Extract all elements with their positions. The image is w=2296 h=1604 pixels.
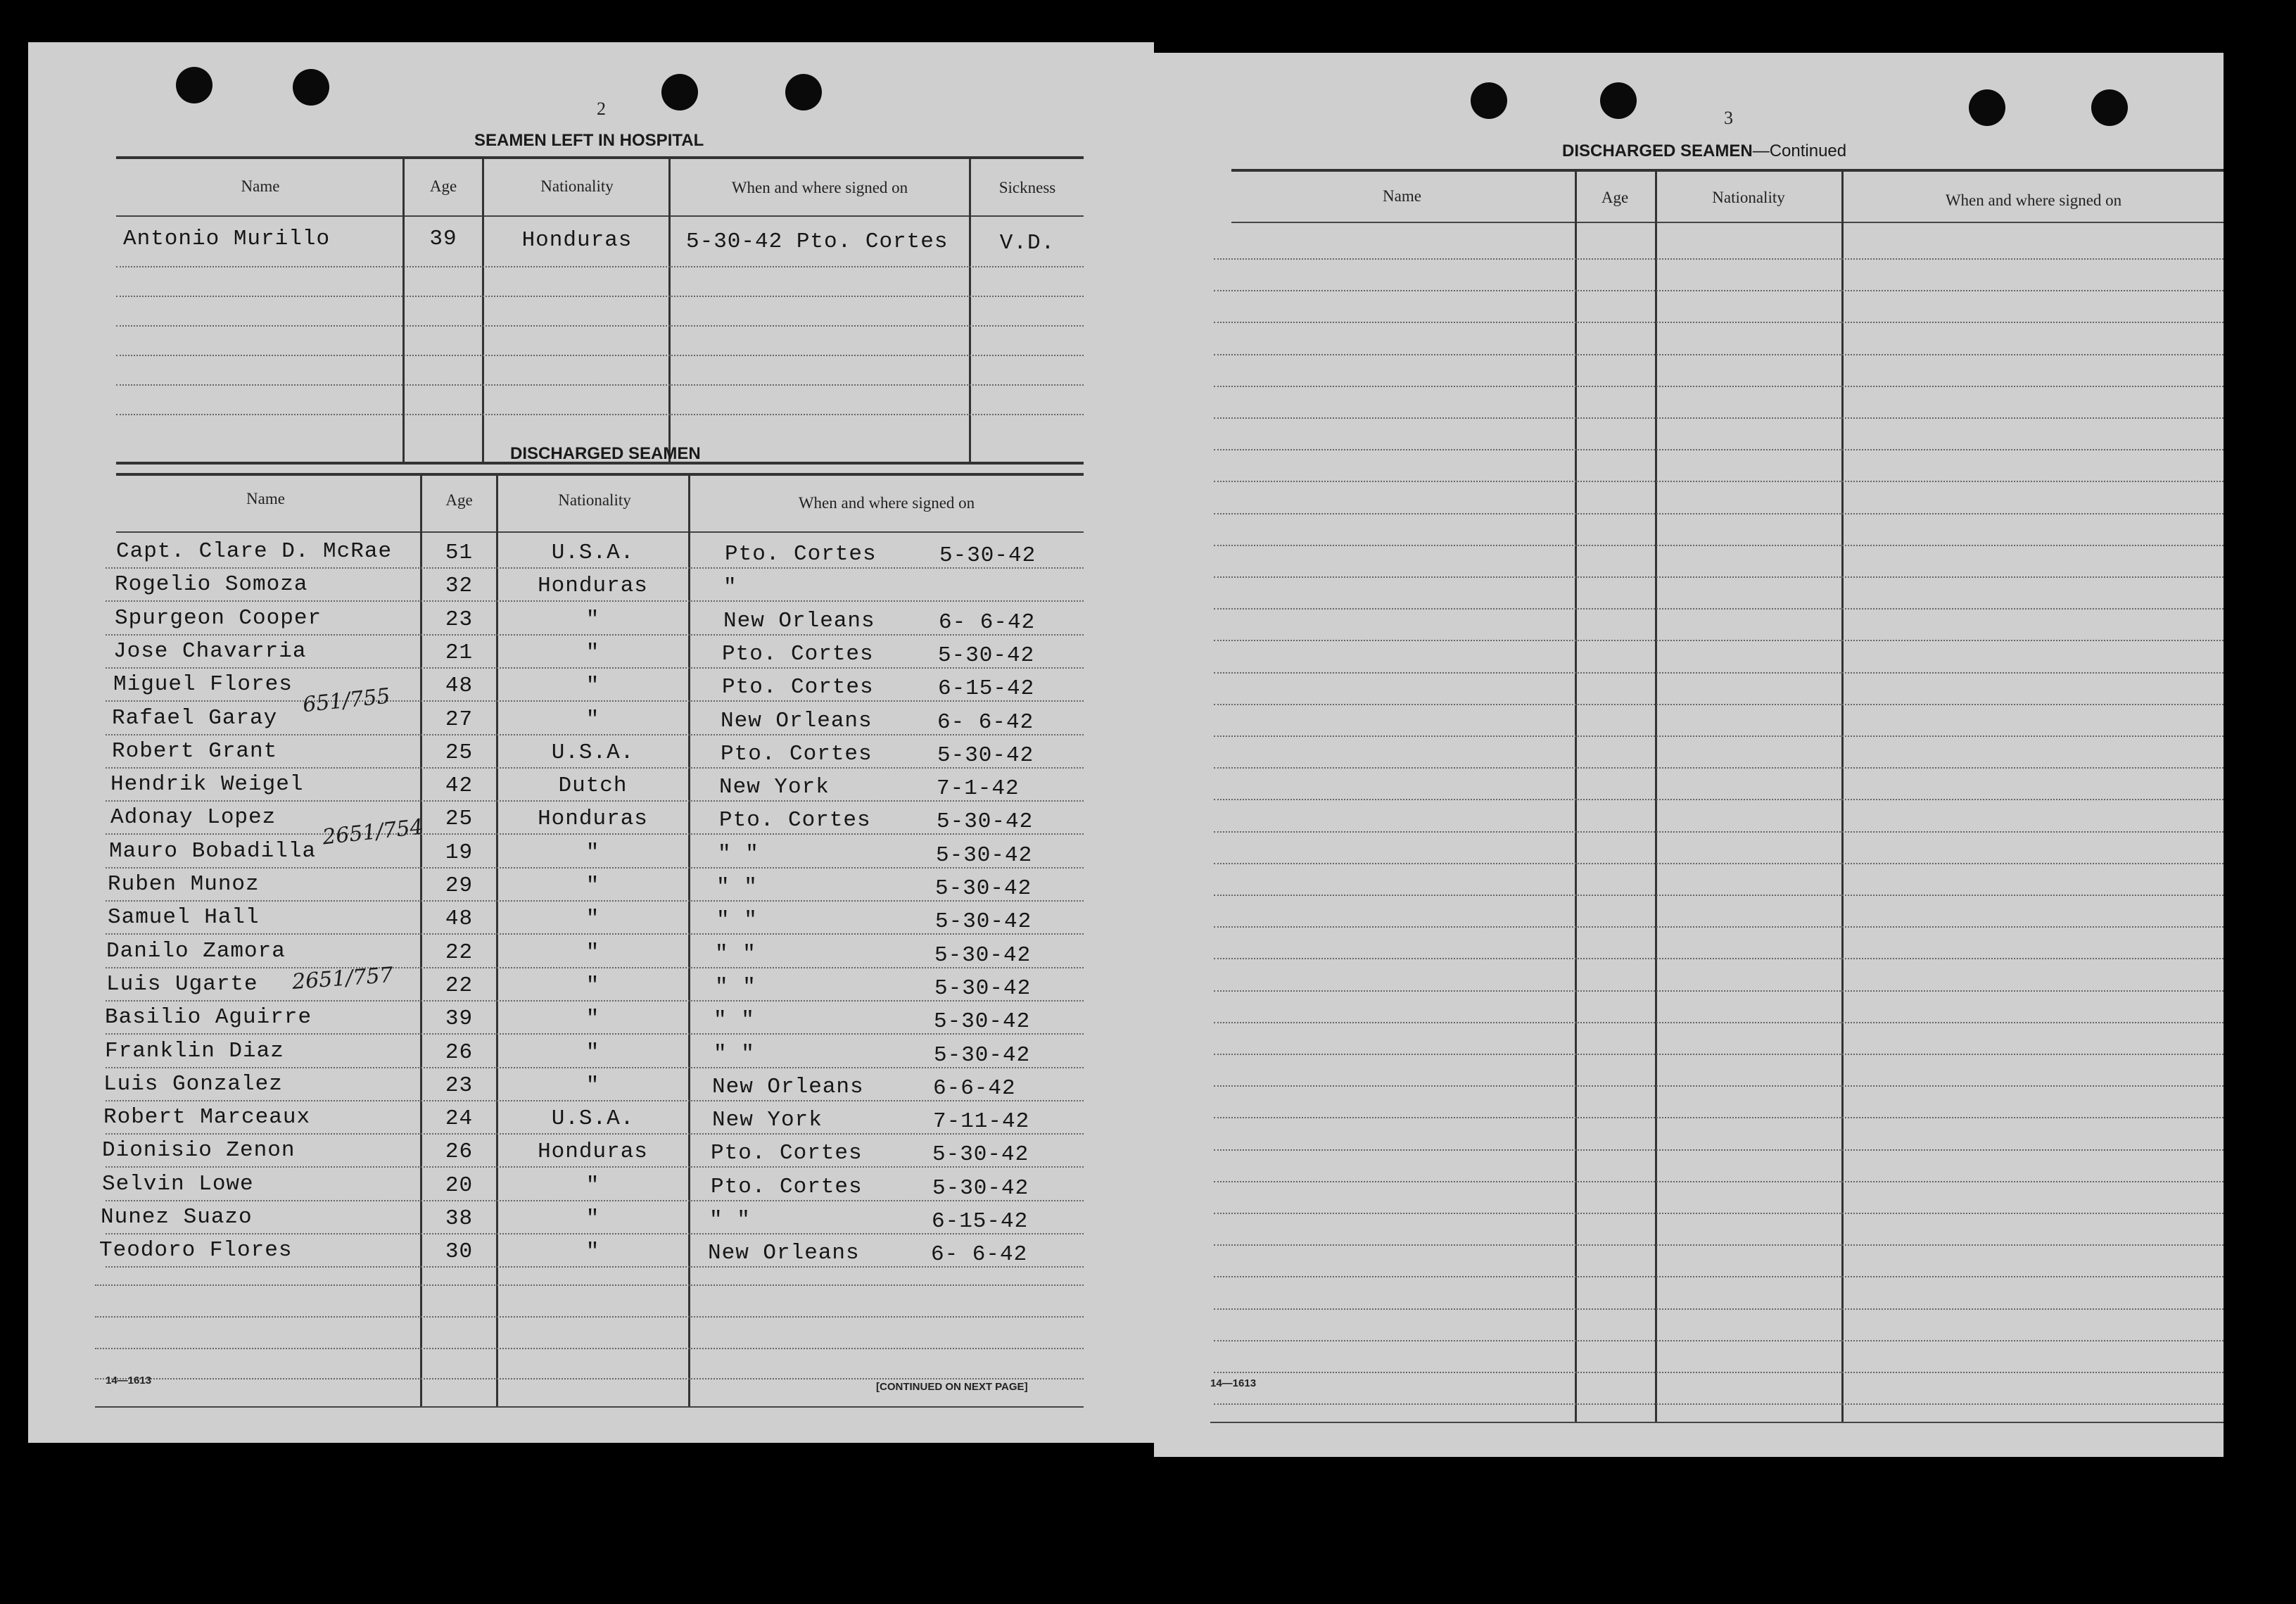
table-rule [116, 531, 1084, 533]
form-number: 14—1613 [106, 1375, 152, 1387]
row-rule [106, 900, 1084, 902]
page-number: 3 [1724, 108, 1733, 128]
seaman-name: Basilio Aguirre [105, 1005, 312, 1030]
seaman-nationality: Honduras [538, 807, 648, 831]
column-divider [969, 158, 971, 463]
seaman-nationality: " [585, 840, 600, 865]
col-header-name: Name [1383, 187, 1421, 205]
seaman-age: 23 [445, 607, 474, 632]
row-rule [116, 355, 1084, 356]
seaman-age: 24 [445, 1106, 474, 1131]
row-rule [1214, 1181, 2224, 1182]
seaman-nationality: " [585, 940, 600, 965]
seaman-signed-place: " " [713, 1008, 755, 1033]
seaman-nationality: U.S.A. [551, 740, 635, 765]
col-header-age: Age [445, 491, 473, 509]
punch-hole [661, 74, 698, 110]
row-rule [1214, 863, 2224, 864]
hospital-age: 39 [429, 227, 457, 251]
seaman-age: 51 [445, 541, 474, 565]
seaman-signed-place: Pto. Cortes [719, 808, 871, 833]
row-rule [116, 266, 1084, 267]
page-number: 2 [597, 99, 606, 119]
row-rule [116, 384, 1084, 386]
seaman-signed-date: 6- 6-42 [939, 610, 1036, 635]
hospital-sickness: V.D. [999, 231, 1055, 255]
row-rule [1214, 1085, 2224, 1087]
seaman-signed-place: Pto. Cortes [721, 742, 873, 766]
row-rule [106, 634, 1084, 636]
seaman-age: 21 [445, 640, 474, 665]
seaman-nationality: U.S.A. [551, 541, 635, 565]
row-rule [1214, 258, 2224, 260]
seaman-signed-date: 5-30-42 [936, 843, 1033, 868]
column-divider [1655, 170, 1657, 1423]
row-rule [106, 667, 1084, 669]
row-rule [1214, 481, 2224, 482]
seaman-signed-date: 6-15-42 [932, 1209, 1029, 1234]
row-rule [1214, 799, 2224, 800]
seaman-nationality: " [585, 640, 600, 665]
row-rule [1214, 322, 2224, 323]
seaman-signed-place: " " [715, 942, 756, 966]
punch-hole [785, 74, 822, 110]
seaman-age: 22 [445, 940, 474, 965]
hospital-name: Antonio Murillo [123, 227, 331, 251]
seaman-nationality: " [585, 1239, 600, 1264]
seaman-signed-date: 5-30-42 [935, 876, 1032, 901]
seaman-age: 26 [445, 1139, 474, 1164]
seaman-name: Franklin Diaz [105, 1039, 284, 1063]
row-rule [1214, 1372, 2224, 1373]
hospital-title: SEAMEN LEFT IN HOSPITAL [474, 131, 704, 150]
row-rule [106, 833, 1084, 835]
seaman-signed-place: " " [716, 908, 758, 933]
seaman-name: Rogelio Somoza [115, 572, 308, 597]
seaman-age: 39 [445, 1006, 474, 1031]
row-rule [106, 1233, 1084, 1234]
row-rule [1214, 386, 2224, 387]
row-rule [1214, 926, 2224, 928]
seaman-signed-date: 5-30-42 [934, 1043, 1031, 1068]
seaman-nationality: " [585, 1006, 600, 1031]
table-rule [1210, 1422, 2224, 1423]
seaman-signed-place: New Orleans [712, 1075, 864, 1099]
table-rule [116, 156, 1084, 159]
col-header-nationality: Nationality [540, 177, 614, 195]
row-rule [1214, 1117, 2224, 1118]
seaman-name: Samuel Hall [108, 905, 260, 930]
punch-hole [2091, 89, 2128, 126]
column-divider [482, 158, 484, 463]
row-rule [106, 734, 1084, 735]
seaman-signed-date: 5-30-42 [938, 643, 1035, 668]
row-rule [1214, 1403, 2224, 1405]
seaman-name: Mauro Bobadilla [109, 839, 317, 864]
seaman-nationality: Dutch [558, 773, 628, 798]
row-rule [116, 296, 1084, 297]
row-rule [1214, 640, 2224, 641]
seaman-name: Robert Grant [112, 739, 278, 764]
seaman-name: Ruben Munoz [108, 872, 260, 897]
seaman-age: 25 [445, 740, 474, 765]
seaman-name: Hendrik Weigel [110, 772, 304, 797]
row-rule [1214, 958, 2224, 959]
col-header-sickness: Sickness [998, 179, 1056, 196]
seaman-signed-place: " " [715, 975, 756, 999]
seaman-nationality: " [585, 1073, 600, 1098]
row-rule [1214, 513, 2224, 514]
row-rule [1214, 1149, 2224, 1151]
row-rule [106, 1266, 1084, 1268]
column-divider [1841, 170, 1844, 1423]
seaman-nationality: " [585, 873, 600, 898]
row-rule [106, 1067, 1084, 1068]
seaman-signed-date: 5-30-42 [932, 1176, 1029, 1201]
seaman-signed-date: 6- 6-42 [937, 710, 1034, 735]
seaman-nationality: " [585, 707, 600, 732]
col-header-signed-on: When and where signed on [731, 179, 908, 196]
table-rule [1231, 222, 2224, 223]
seaman-name: Jose Chavarria [113, 639, 307, 664]
seaman-nationality: Honduras [538, 574, 648, 598]
row-rule [1214, 735, 2224, 737]
row-rule [1214, 1213, 2224, 1214]
discharged-continued-title [1562, 141, 1846, 161]
col-header-nationality: Nationality [1712, 189, 1785, 206]
punch-hole [293, 69, 329, 106]
seaman-name: Luis Gonzalez [103, 1072, 283, 1097]
seaman-name: Danilo Zamora [106, 939, 286, 964]
seaman-nationality: " [585, 1206, 600, 1231]
seaman-signed-place: " " [713, 1042, 755, 1066]
col-header-nationality: Nationality [558, 491, 631, 509]
row-rule [1214, 704, 2224, 705]
seaman-age: 30 [445, 1239, 474, 1264]
seaman-name: Selvin Lowe [102, 1172, 254, 1196]
seaman-nationality: U.S.A. [551, 1106, 635, 1131]
seaman-signed-date: 5-30-42 [934, 976, 1032, 1001]
row-rule [106, 567, 1084, 569]
handwritten-note: 2651/754 [321, 814, 425, 850]
punch-hole [1600, 82, 1637, 119]
seaman-signed-place: Pto. Cortes [711, 1141, 863, 1166]
handwritten-note: 651/755 [301, 683, 392, 718]
row-rule [1214, 767, 2224, 769]
row-rule [1214, 354, 2224, 355]
seaman-name: Capt. Clare D. McRae [116, 539, 393, 564]
row-rule [1214, 1022, 2224, 1023]
seaman-name: Teodoro Flores [99, 1238, 293, 1263]
seaman-age: 32 [445, 574, 474, 598]
row-rule [95, 1316, 1084, 1318]
row-rule [106, 1000, 1084, 1002]
seaman-age: 38 [445, 1206, 474, 1231]
row-rule [106, 967, 1084, 968]
table-rule [1231, 169, 2224, 172]
seaman-name: Dionisio Zenon [102, 1138, 296, 1163]
seaman-age: 19 [445, 840, 474, 865]
table-rule [95, 1406, 1084, 1408]
row-rule [95, 1378, 1084, 1379]
row-rule [106, 1100, 1084, 1101]
right-page [1154, 53, 2224, 1457]
row-rule [116, 414, 1084, 415]
row-rule [1214, 831, 2224, 833]
hospital-nationality: Honduras [521, 228, 633, 253]
row-rule [106, 867, 1084, 869]
row-rule [106, 700, 1084, 702]
row-rule [1214, 417, 2224, 419]
col-header-name: Name [246, 490, 285, 507]
seaman-signed-date: 6- 6-42 [931, 1242, 1028, 1267]
row-rule [1214, 1308, 2224, 1310]
seaman-signed-place: Pto. Cortes [722, 642, 874, 667]
seaman-nationality: " [585, 973, 600, 998]
hospital-signed-on: 5-30-42 Pto. Cortes [686, 229, 949, 254]
row-rule [106, 800, 1084, 802]
col-header-name: Name [241, 177, 280, 195]
row-rule [106, 933, 1084, 935]
row-rule [1214, 1340, 2224, 1341]
seaman-age: 23 [445, 1073, 474, 1098]
title-bold: DISCHARGED SEAMEN [1562, 141, 1753, 160]
punch-hole [1471, 82, 1507, 119]
column-divider [1575, 170, 1577, 1423]
seaman-name: Spurgeon Cooper [115, 606, 322, 631]
seaman-name: Rafael Garay [112, 706, 278, 731]
seaman-name: Luis Ugarte [106, 972, 258, 997]
seaman-name: Adonay Lopez [110, 805, 277, 830]
seaman-nationality: " [585, 1040, 600, 1065]
col-header-signed-on: When and where signed on [798, 494, 975, 512]
seaman-signed-date: 5-30-42 [937, 743, 1034, 768]
seaman-signed-place: Pto. Cortes [711, 1175, 863, 1199]
seaman-age: 48 [445, 674, 474, 698]
row-rule [106, 767, 1084, 769]
punch-hole [1969, 89, 2005, 126]
seaman-nationality: Honduras [538, 1139, 648, 1164]
col-header-signed-on: When and where signed on [1945, 191, 2122, 209]
seaman-nationality: " [585, 674, 600, 698]
row-rule [1214, 545, 2224, 546]
row-rule [1214, 290, 2224, 291]
row-rule [106, 1133, 1084, 1135]
col-header-age: Age [1601, 189, 1629, 206]
seaman-signed-place: " " [709, 1208, 751, 1232]
handwritten-note: 2651/757 [291, 963, 394, 994]
row-rule [106, 600, 1084, 602]
seaman-signed-date: 5-30-42 [939, 543, 1036, 568]
row-rule [1214, 1276, 2224, 1277]
seaman-age: 27 [445, 707, 474, 732]
seaman-signed-place: Pto. Cortes [722, 675, 874, 700]
seaman-signed-date: 6-15-42 [938, 676, 1035, 701]
row-rule [1214, 672, 2224, 674]
seaman-age: 25 [445, 807, 474, 831]
seaman-signed-date: 7-1-42 [937, 776, 1020, 801]
seaman-nationality: " [585, 607, 600, 632]
row-rule [1214, 895, 2224, 896]
row-rule [106, 1166, 1084, 1168]
row-rule [1214, 1244, 2224, 1246]
seaman-signed-place: New Orleans [708, 1241, 860, 1265]
continued-note: [CONTINUED ON NEXT PAGE] [876, 1381, 1028, 1393]
seaman-signed-date: 5-30-42 [932, 1142, 1029, 1167]
row-rule [1214, 608, 2224, 610]
discharged-title: DISCHARGED SEAMEN [510, 444, 701, 463]
title-continued: —Continued [1752, 141, 1847, 160]
column-divider [402, 158, 405, 463]
column-divider [668, 158, 671, 463]
seaman-signed-date: 5-30-42 [937, 809, 1034, 834]
seaman-nationality: " [585, 1173, 600, 1198]
seaman-age: 29 [445, 873, 474, 898]
seaman-age: 42 [445, 773, 474, 798]
seaman-signed-place: " [723, 575, 737, 600]
seaman-signed-date: 5-30-42 [934, 1009, 1031, 1034]
seaman-signed-place: " " [716, 875, 758, 899]
row-rule [106, 1033, 1084, 1035]
row-rule [1214, 449, 2224, 450]
seaman-age: 48 [445, 907, 474, 931]
seaman-signed-place: New Orleans [723, 609, 875, 633]
seaman-signed-date: 5-30-42 [934, 943, 1032, 968]
table-rule [116, 473, 1084, 476]
row-rule [1214, 990, 2224, 992]
seaman-signed-place: " " [718, 842, 759, 866]
seaman-age: 20 [445, 1173, 474, 1198]
left-page [28, 42, 1154, 1443]
seaman-signed-date: 5-30-42 [935, 909, 1032, 934]
seaman-name: Robert Marceaux [103, 1105, 311, 1130]
seaman-signed-place: New Orleans [721, 709, 873, 733]
seaman-signed-place: New York [719, 775, 830, 800]
seaman-name: Miguel Flores [113, 672, 293, 697]
seaman-name: Nunez Suazo [101, 1205, 253, 1230]
seaman-signed-place: New York [712, 1108, 823, 1132]
col-header-age: Age [429, 177, 457, 195]
seaman-age: 26 [445, 1040, 474, 1065]
seaman-age: 22 [445, 973, 474, 998]
form-number: 14—1613 [1210, 1377, 1257, 1389]
row-rule [95, 1284, 1084, 1286]
seaman-signed-date: 6-6-42 [933, 1076, 1016, 1101]
row-rule [106, 1200, 1084, 1201]
row-rule [1214, 1054, 2224, 1055]
row-rule [1214, 576, 2224, 578]
seaman-signed-place: Pto. Cortes [725, 542, 877, 567]
table-rule [116, 215, 1084, 217]
seaman-nationality: " [585, 907, 600, 931]
seaman-signed-date: 7-11-42 [933, 1109, 1030, 1134]
punch-hole [176, 67, 213, 103]
row-rule [116, 325, 1084, 327]
row-rule [95, 1348, 1084, 1349]
